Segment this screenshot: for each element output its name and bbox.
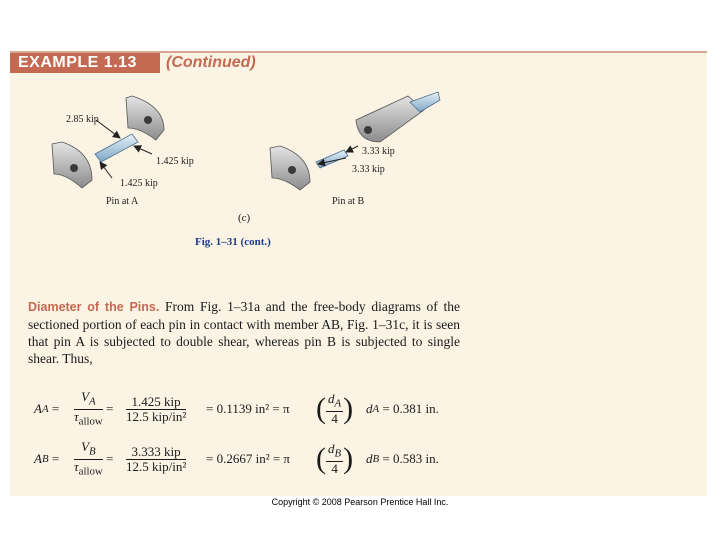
eq-value: 12.5 kip/in² bbox=[126, 408, 187, 424]
force-label: 3.33 kip bbox=[352, 164, 385, 175]
eq-subscript: allow bbox=[78, 415, 103, 428]
eq-value: 1.425 kip bbox=[126, 395, 186, 410]
pin-a-label: Pin at A bbox=[106, 196, 139, 207]
force-label: 3.33 kip bbox=[362, 146, 395, 157]
continued-label: (Continued) bbox=[166, 54, 256, 71]
eq-subscript: B bbox=[89, 445, 96, 458]
pin-a-shaft bbox=[95, 134, 138, 162]
pin-a-drawing bbox=[52, 96, 164, 188]
eq-symbol: d bbox=[366, 451, 373, 466]
eq-subscript: A bbox=[334, 397, 342, 410]
hole bbox=[70, 164, 78, 172]
force-label: 1.425 kip bbox=[156, 156, 194, 167]
eq-symbol: τ bbox=[74, 408, 79, 424]
eq-subscript: A bbox=[89, 395, 96, 408]
pin-b-label: Pin at B bbox=[332, 196, 365, 207]
force-label: 1.425 kip bbox=[120, 178, 158, 189]
hole bbox=[288, 166, 296, 174]
fraction bbox=[126, 395, 186, 424]
eq-symbol: d bbox=[328, 441, 335, 457]
eq-symbol: V bbox=[81, 388, 90, 404]
hole bbox=[364, 126, 372, 134]
force-label: 2.85 kip bbox=[66, 114, 99, 125]
eq-symbol: V bbox=[81, 438, 90, 454]
eq-symbol: d bbox=[328, 391, 335, 407]
eq-symbol: A bbox=[34, 451, 42, 466]
eq-subscript: A bbox=[372, 403, 380, 415]
run-in-heading: Diameter of the Pins. bbox=[28, 300, 160, 314]
eq-subscript: B bbox=[41, 453, 49, 465]
eq-symbol: d bbox=[366, 401, 373, 416]
figure bbox=[40, 90, 450, 210]
eq-value: 12.5 kip/in² bbox=[126, 458, 187, 474]
fraction bbox=[74, 390, 103, 428]
eq-subscript: B bbox=[334, 447, 342, 460]
eq-value: = 0.2667 in² = π bbox=[206, 451, 290, 466]
eq-result: = 0.381 in. bbox=[382, 401, 439, 416]
eq-subscript: A bbox=[41, 403, 49, 415]
paragraph-text: From Fig. 1–31a and the free-body diagrams of the sectioned portion of each pin in contact with member AB, Fig. 1–31c, it is seen that pin A is subjected to double shear, whereas pin B is subjected to single shear. Thus, bbox=[28, 299, 461, 366]
example-label: EXAMPLE 1.13 bbox=[10, 53, 160, 73]
fraction bbox=[74, 440, 103, 478]
sub-caption: (c) bbox=[238, 212, 251, 224]
eq-result: = 0.583 in. bbox=[382, 451, 439, 466]
eq-subscript: allow bbox=[78, 465, 103, 478]
eq-symbol: τ bbox=[74, 458, 79, 474]
eq-value: 3.333 kip bbox=[126, 445, 186, 460]
eq-value: 4 bbox=[331, 410, 338, 426]
fraction bbox=[126, 445, 186, 474]
hole bbox=[144, 116, 152, 124]
body-paragraph bbox=[28, 298, 460, 367]
pin-b-drawing bbox=[270, 92, 440, 190]
eq-value: = 0.1139 in² = π bbox=[206, 401, 290, 416]
copyright-footer: Copyright © 2008 Pearson Prentice Hall Inc. bbox=[271, 497, 449, 507]
figure-caption: Fig. 1–31 (cont.) bbox=[195, 236, 271, 248]
eq-subscript: B bbox=[372, 453, 380, 465]
eq-symbol: A bbox=[34, 401, 42, 416]
fraction bbox=[326, 392, 343, 426]
fraction bbox=[326, 442, 343, 476]
eq-value: 4 bbox=[331, 460, 338, 476]
